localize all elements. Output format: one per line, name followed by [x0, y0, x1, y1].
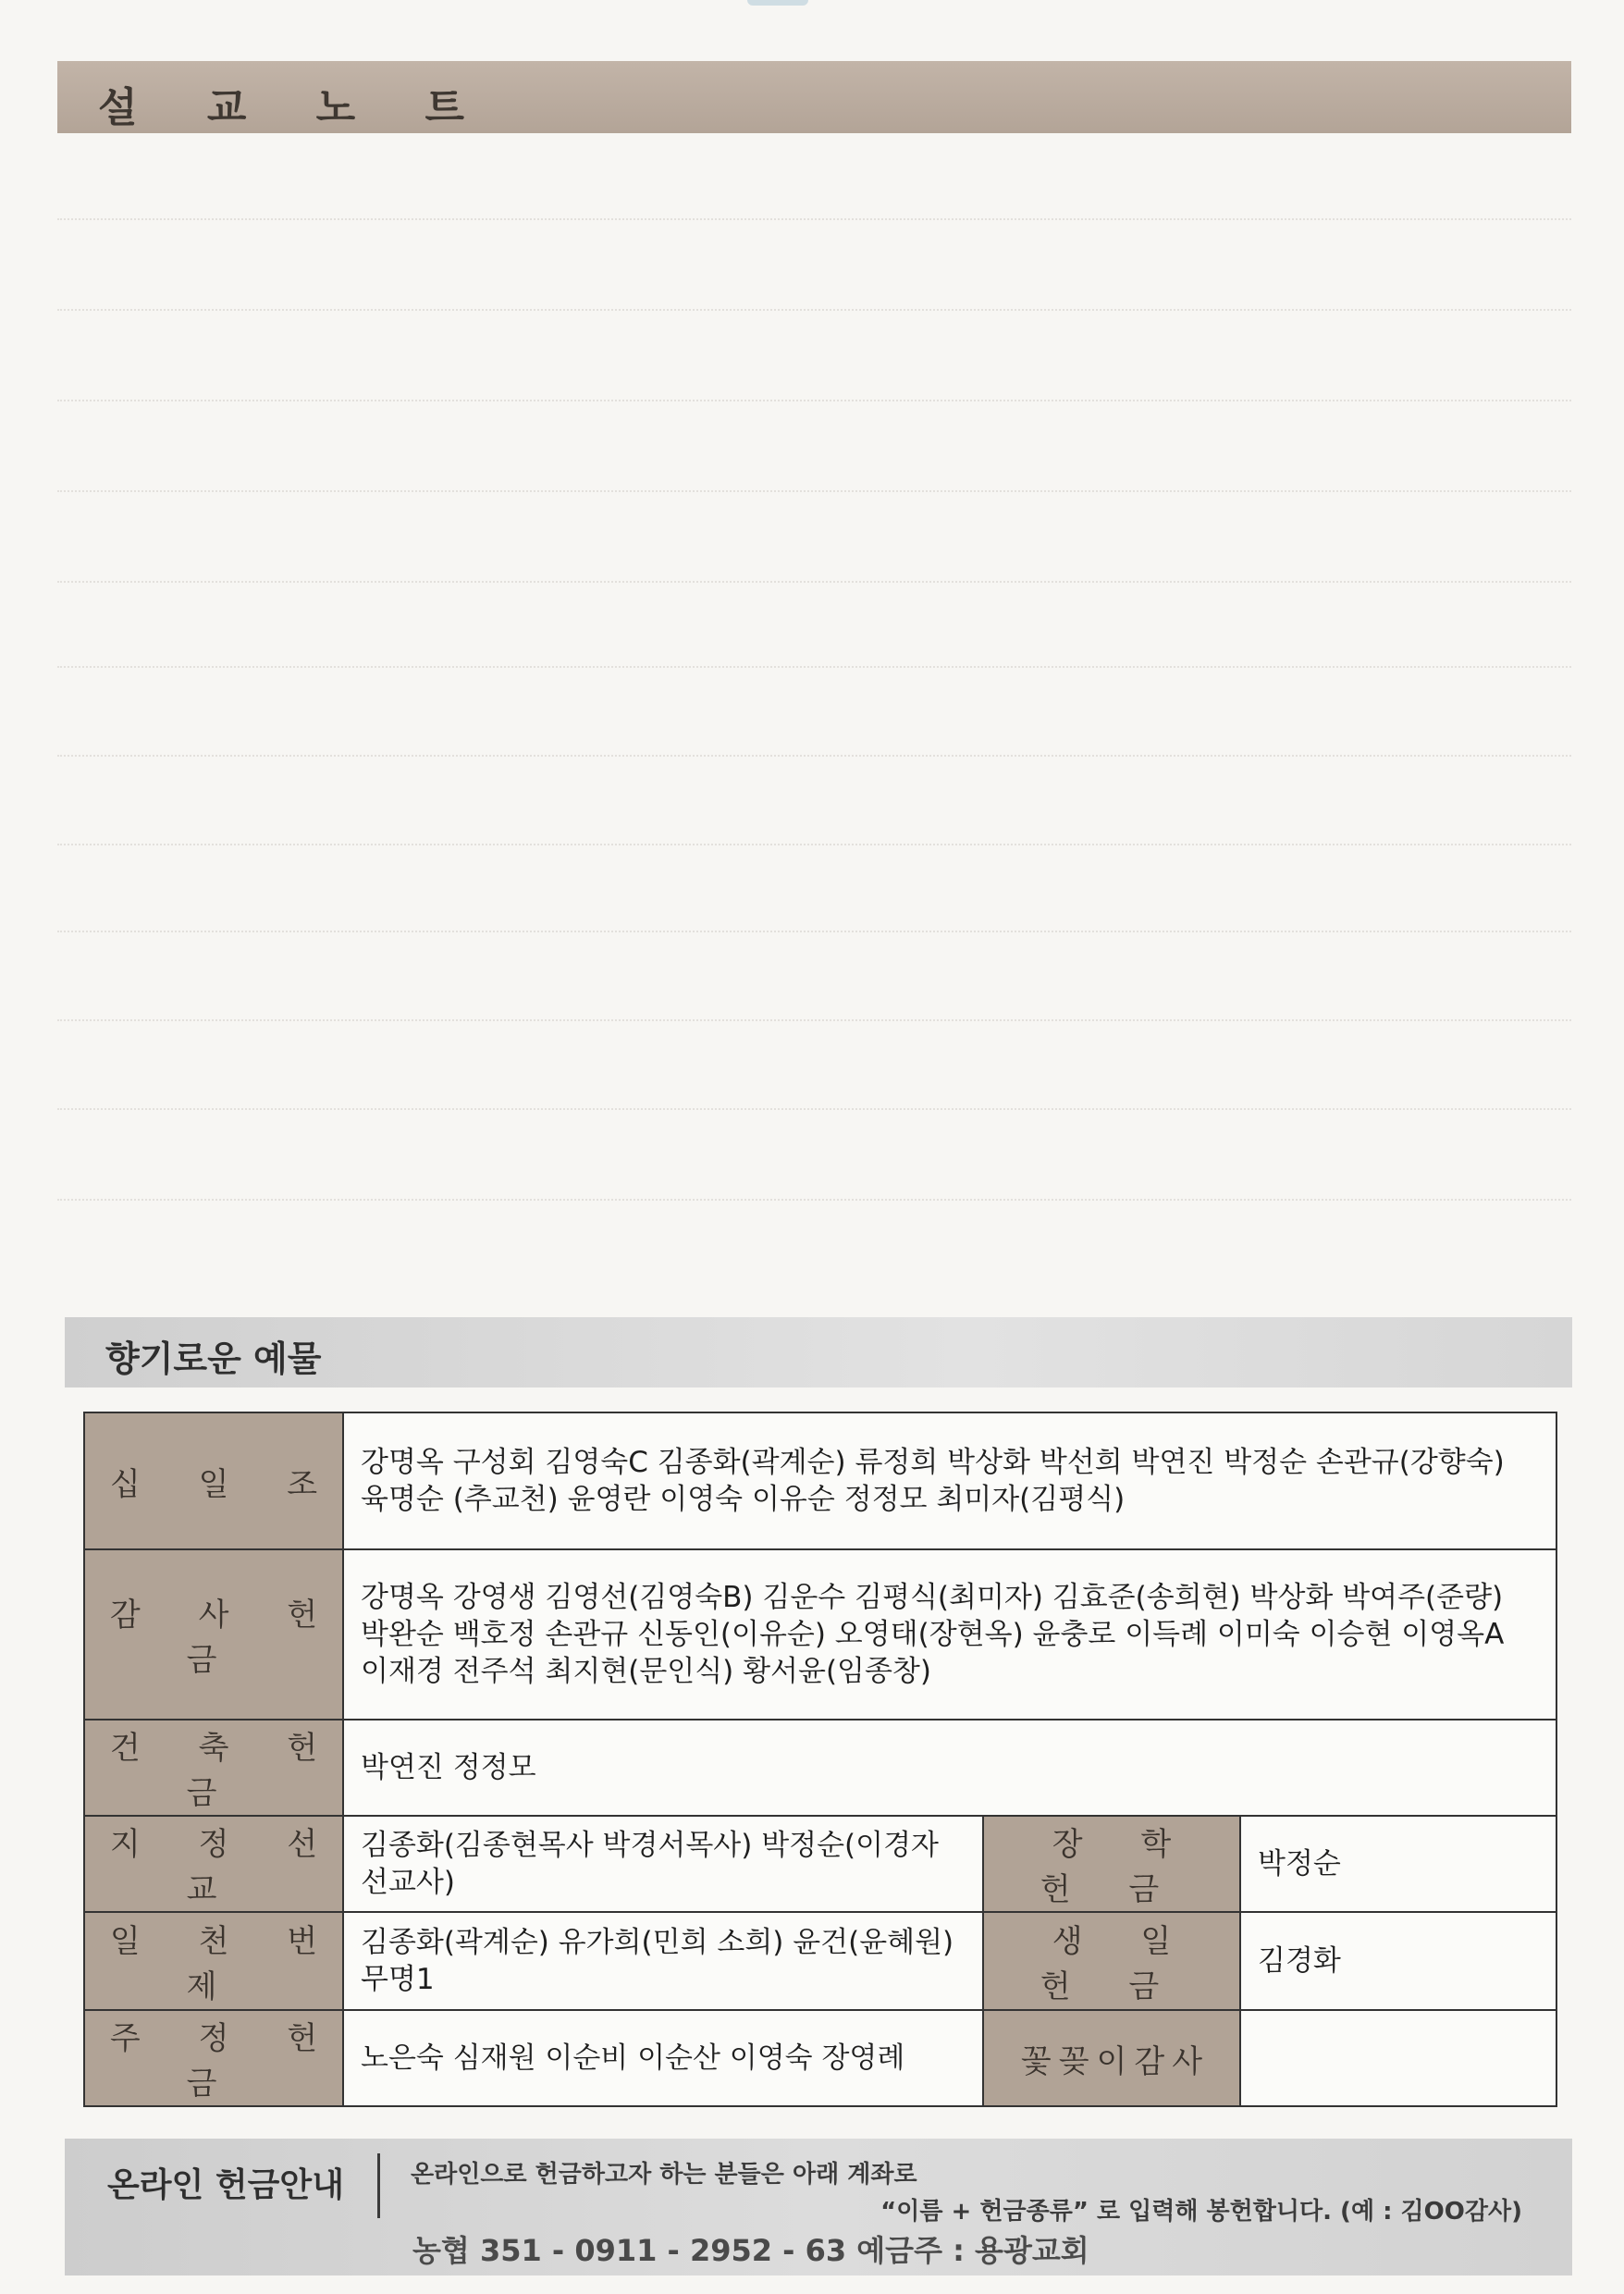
table-row: [84, 2010, 1556, 2106]
row-label-weekly: 주 정 헌 금: [84, 2010, 343, 2106]
note-line: [57, 931, 1571, 932]
online-offering-box: [65, 2139, 1572, 2276]
note-line: [57, 666, 1571, 668]
table-row: [84, 1412, 1556, 1549]
row-names-weekly: 노은숙 심재원 이순비 이순산 이영숙 장영례: [343, 2010, 983, 2106]
offerings-header: [65, 1317, 1572, 1388]
note-line: [57, 490, 1571, 492]
row-names-building: 박연진 정정모: [343, 1720, 1556, 1816]
row-label-birthday: 생 일 헌 금: [983, 1912, 1240, 2010]
row-label-building: 건 축 헌 금: [84, 1720, 343, 1816]
table-row: [84, 1816, 1556, 1912]
bank-account-info: 농협 351 - 0911 - 2952 - 63 예금주 : 용광교회: [412, 2233, 1089, 2268]
row-names-scholarship: 박정순: [1240, 1816, 1556, 1912]
divider: [377, 2153, 380, 2218]
note-line: [57, 844, 1571, 845]
row-label-tithe: 십 일 조: [84, 1412, 343, 1549]
offerings-table: [83, 1412, 1557, 2107]
table-row: [84, 1912, 1556, 2010]
sermon-note-header: [57, 61, 1571, 133]
note-line: [57, 400, 1571, 401]
note-line: [57, 1019, 1571, 1021]
row-label-scholarship: 장 학 헌 금: [983, 1816, 1240, 1912]
top-tab-marker: [747, 0, 808, 6]
row-label-thousand-offerings: 일 천 번 제: [84, 1912, 343, 2010]
note-line: [57, 1108, 1571, 1110]
note-line: [57, 755, 1571, 757]
row-names-flower: [1240, 2010, 1556, 2106]
row-names-thousand-offerings: 김종화(곽계순) 유가희(민희 소희) 윤건(윤혜원) 무명1: [343, 1912, 983, 2010]
online-offering-title: 온라인 헌금안내: [107, 2166, 344, 2204]
row-label-thanksgiving: 감 사 헌 금: [84, 1549, 343, 1720]
note-line: [57, 1199, 1571, 1201]
row-names-thanksgiving: 강명옥 강영생 김영선(김영숙B) 김운수 김평식(최미자) 김효준(송희현) 박상화 박여주(준량) 박완순 백호정 손관규 신동인(이유순) 오영태(장현옥) 윤충로 이득례 이미숙 이승현 이영옥A 이재경 전주석 최지현(문인식) 황서윤(임종창): [343, 1549, 1556, 1720]
row-label-designated-missions: 지 정 선 교: [84, 1816, 343, 1912]
note-line: [57, 581, 1571, 583]
online-instruction-line2: “이름 + 헌금종류” 로 입력해 봉헌합니다. (예 : 김OO감사): [880, 2198, 1522, 2226]
note-line: [57, 218, 1571, 220]
row-names-tithe: 강명옥 구성회 김영숙C 김종화(곽계순) 류정희 박상화 박선희 박연진 박정순 손관규(강향숙) 육명순 (추교천) 윤영란 이영숙 이유순 정정모 최미자(김평식): [343, 1412, 1556, 1549]
row-names-designated-missions: 김종화(김종현목사 박경서목사) 박정순(이경자선교사): [343, 1816, 983, 1912]
sermon-note-title: 설 교 노 트: [98, 84, 492, 131]
offerings-title: 향기로운 예물: [105, 1338, 322, 1379]
table-row: [84, 1720, 1556, 1816]
row-names-birthday: 김경화: [1240, 1912, 1556, 2010]
note-line: [57, 309, 1571, 311]
row-label-flower: 꽃꽂이감사: [983, 2010, 1240, 2106]
table-row: [84, 1549, 1556, 1720]
online-instruction-line1: 온라인으로 헌금하고자 하는 분들은 아래 계좌로: [411, 2161, 917, 2189]
